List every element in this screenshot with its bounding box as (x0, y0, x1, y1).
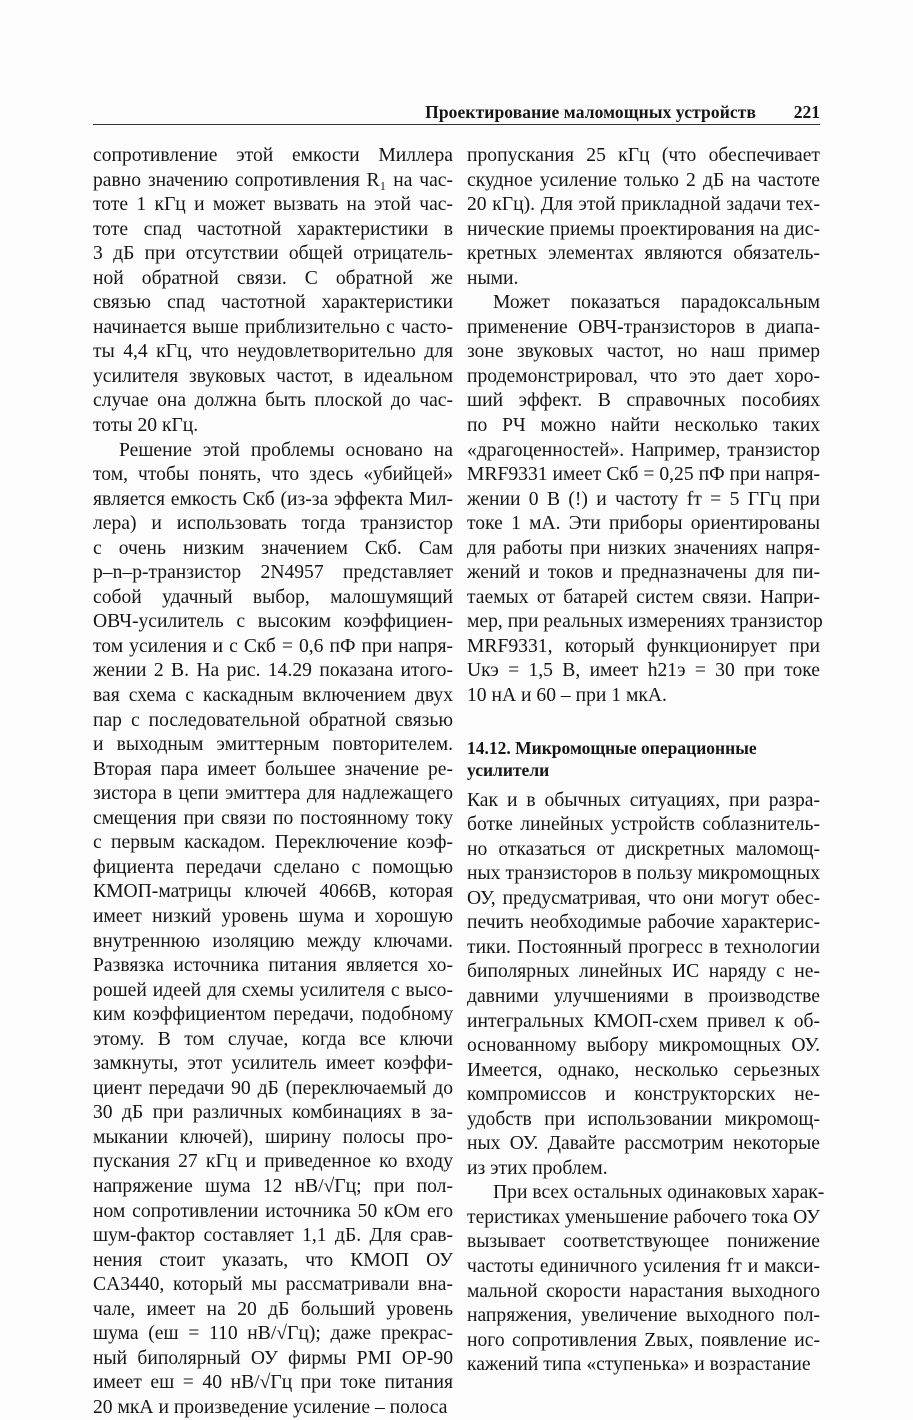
text-line: Uкэ = 1,5 В, имеет h21э = 30 при токе (467, 660, 820, 682)
text-line: частоты единичного усиления fт и макси- (467, 1255, 820, 1277)
text-line: КМОП-матрицы ключей 4066B, которая (93, 881, 453, 903)
text-line: чале, имеет на 20 дБ больший уровень (93, 1298, 453, 1320)
text-line: нические приемы проектирования на дис- (467, 218, 820, 240)
text-line: зоне звуковых частот, но наш пример (467, 341, 820, 363)
text-line: том усиления и с Cкб = 0,6 пФ при напря- (93, 635, 453, 657)
text-line: имеет низкий уровень шума и хорошую (93, 905, 453, 927)
text-line: пар с последовательной обратной связью (93, 709, 453, 731)
text-line: Решение этой проблемы основано на (119, 439, 453, 461)
text-line: MRF9331, который функционирует при (467, 635, 820, 657)
text-line: сопротивление этой емкости Миллера (93, 145, 453, 166)
text-line: мальной скорости нарастания выходного (467, 1280, 820, 1302)
text-line: этому. В том случае, когда все ключи (93, 1028, 453, 1050)
text-line: усилителя звуковых частот, в идеальном (93, 365, 453, 387)
text-line: жении 0 В (!) и частоту fт = 5 ГГц при (467, 488, 820, 510)
text-line: компромиссов и конструкторских не- (467, 1084, 820, 1106)
text-line: пускания 27 кГц и приведенное ко входу (93, 1151, 453, 1173)
section-heading-line: 14.12. Микромощные операционные (467, 737, 757, 758)
text-line: смещения при связи по постоянному току (93, 807, 453, 829)
text-line: имеет eш = 40 нВ/√Гц при токе питания (93, 1372, 453, 1394)
text-line: При всех остальных одинаковых харак- (493, 1182, 825, 1204)
text-line: тоте спад частотной характеристики в (93, 218, 453, 240)
paragraph (93, 439, 453, 1420)
text-line: тики. Постоянный прогресс в технологии (467, 936, 820, 958)
text-line: мыкании ключей), ширину полосы про- (93, 1126, 453, 1148)
text-line: лера) и использовать тогда транзистор (93, 513, 453, 535)
text-line: ший эффект. В справочных пособиях (467, 390, 820, 412)
text-line: равно значению сопротивления R₁ на час- (93, 169, 453, 191)
text-line: Может показаться парадоксальным (493, 292, 820, 314)
text-line: основанному выбору микромощных ОУ. (467, 1035, 820, 1057)
text-line: начинается выше приблизительно с часто- (93, 316, 453, 338)
text-line: CA3440, который мы рассматривали вна- (93, 1274, 453, 1296)
text-line: ных транзисторов в пользу микромощных (467, 863, 820, 885)
text-line: с очень низким значением Cкб. Сам (93, 537, 453, 559)
text-line: с первым каскадом. Переключение коэф- (93, 832, 453, 854)
text-line: таемых от батарей систем связи. Напри- (467, 586, 820, 608)
text-line: продемонстрировал, что это дает хоро- (467, 365, 820, 387)
text-line: замкнуты, этот усилитель имеет коэффи- (93, 1053, 453, 1075)
text-line: MRF9331 имеет Cкб = 0,25 пФ при напря- (467, 464, 820, 486)
text-line: Как и в обычных ситуациях, при разра- (467, 789, 820, 811)
paragraph (467, 144, 820, 291)
text-line: скудное усиление только 2 дБ на частоте (467, 169, 820, 191)
text-line: ной обратной связи. С обратной же (93, 267, 453, 289)
text-line: ты 4,4 кГц, что неудовлетворительно для (93, 341, 453, 363)
text-line: теристиках уменьшение рабочего тока ОУ (467, 1206, 820, 1228)
text-line: по РЧ можно найти несколько таких (467, 415, 820, 437)
text-line: удобств при использовании микромощ- (467, 1108, 820, 1130)
text-line: но отказаться от дискретных маломощ- (467, 838, 820, 860)
paragraph (467, 291, 823, 708)
text-line: из этих проблем. (467, 1157, 608, 1179)
text-line: Имеется, однако, несколько серьезных (467, 1059, 820, 1081)
text-line: ными. (467, 267, 519, 289)
text-line: напряжение шума 12 нВ/√Гц; при пол- (93, 1175, 453, 1197)
text-line: тоты 20 кГц. (93, 415, 199, 437)
text-line: 20 мкА и произведение усиление – полоса (93, 1396, 448, 1418)
text-line: ных ОУ. Давайте рассмотрим некоторые (467, 1133, 820, 1155)
text-line: биполярных линейных ИС наряду с не- (467, 961, 820, 983)
text-line: ОУ, предусматривая, что они могут обес- (467, 887, 820, 909)
text-line: Развязка источника питания является хо- (93, 955, 453, 977)
paragraph (467, 1181, 825, 1377)
text-line: ном сопротивлении источника 50 кОм его (93, 1200, 453, 1222)
text-line: тоте 1 кГц и может вызвать на этой час- (93, 194, 453, 216)
text-line: фициента передачи сделано с помощью (93, 856, 453, 878)
text-line: шума (eш = 110 нВ/√Гц); даже прекрас- (93, 1323, 453, 1345)
text-line: жений и токов и предназначены для пи- (467, 562, 820, 584)
text-line: кретных элементах являются обязатель- (467, 243, 820, 265)
paragraph (93, 144, 453, 439)
text-line: является емкость Cкб (из-за эффекта Мил- (93, 488, 453, 510)
text-line: напряжения, увеличение выходного пол- (467, 1305, 820, 1327)
text-line: для работы при низких значениях напря- (467, 537, 820, 559)
text-line: 30 дБ при различных комбинациях в за- (93, 1102, 453, 1124)
text-line: циент передачи 90 дБ (переключаемый до (93, 1077, 453, 1099)
section-heading (467, 737, 820, 781)
text-line: связью спад частотной характеристики (93, 292, 453, 314)
text-line: внутреннюю изоляцию между ключами. (93, 930, 453, 952)
text-line: давними улучшениями в производстве (467, 985, 820, 1007)
text-line: токе 1 мА. Эти приборы ориентированы (467, 513, 820, 535)
text-line: и выходным эмиттерным повторителем. (93, 734, 453, 756)
text-line: 20 кГц). Для этой прикладной задачи тех- (467, 194, 820, 216)
text-line: пропускания 25 кГц (что обеспечивает (467, 145, 820, 166)
text-line: ОВЧ-усилитель с высоким коэффициен- (93, 611, 453, 633)
page-header (93, 100, 820, 125)
text-line: p–n–p-транзистор 2N4957 представляет (93, 562, 453, 584)
text-line: шум-фактор составляет 1,1 дБ. Для срав- (93, 1225, 453, 1247)
text-line: 3 дБ при отсутствии общей отрицатель- (93, 243, 453, 265)
running-title: Проектирование маломощных устройств (425, 102, 756, 122)
left-column (93, 144, 453, 1420)
text-line: 10 нА и 60 – при 1 мкА. (467, 685, 667, 707)
text-line: ного сопротивления Zвых, появление ис- (467, 1329, 820, 1351)
text-line: нения стоит указать, что КМОП ОУ (93, 1249, 453, 1271)
text-line: мер, при реальных измерениях транзистор (467, 611, 823, 633)
text-line: жении 2 В. На рис. 14.29 показана итого- (93, 660, 453, 682)
text-line: «драгоценностей». Например, транзистор (467, 439, 820, 461)
text-line: том, чтобы понять, что здесь «убийцей» (93, 464, 453, 486)
text-line: кажений типа «ступенька» и возрастание (467, 1354, 811, 1376)
text-line: Вторая пара имеет большее значение ре- (93, 758, 453, 780)
text-line: рошей идеей для схемы усилителя с высо- (93, 979, 453, 1001)
text-line: печить необходимые рабочие характерис- (467, 912, 820, 934)
right-column (467, 144, 825, 1378)
page-number: 221 (793, 102, 820, 122)
paragraph (467, 789, 820, 1182)
text-line: случае она должна быть плоской до час- (93, 390, 453, 412)
text-line: собой удачный выбор, малошумящий (93, 586, 453, 608)
text-line: применение ОВЧ-транзисторов в диапа- (467, 316, 820, 338)
text-line: ботке линейных устройств соблазнитель- (467, 814, 820, 836)
text-line: ный биполярный ОУ фирмы PMI OP-90 (93, 1347, 453, 1369)
text-line: вызывает соответствующее понижение (467, 1231, 820, 1253)
text-line: интегральных КМОП-схем привел к об- (467, 1010, 820, 1032)
text-line: зистора в цепи эмиттера для надлежащего (93, 783, 453, 805)
section-heading-line: усилители (467, 759, 550, 780)
text-line: вая схема с каскадным включением двух (93, 685, 453, 707)
text-line: ким коэффициентом передачи, подобному (93, 1004, 453, 1026)
